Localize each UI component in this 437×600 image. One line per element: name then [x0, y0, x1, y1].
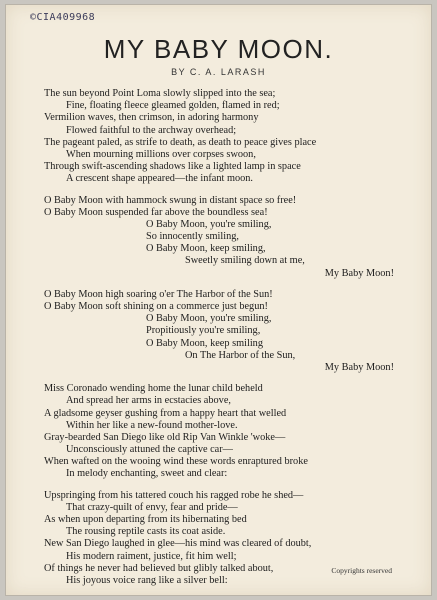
poem-line: As when upon departing from its hibernating bed — [44, 514, 247, 525]
poem-line: Miss Coronado wending home the lunar child beheld — [44, 383, 263, 395]
poem-line: O Baby Moon, you're smiling, — [146, 313, 272, 325]
poem-line: His modern raiment, justice, fit him well; — [66, 550, 237, 562]
poem-line: O Baby Moon high soaring o'er The Harbor of the Sun! — [44, 288, 273, 300]
poem-line: The pageant paled, as strife to death, as death to peace gives place — [44, 136, 317, 148]
poem-line: O Baby Moon, you're smiling, — [146, 218, 272, 230]
poem-line: My Baby Moon! — [324, 267, 394, 279]
poem-line: His joyous voice rang like a silver bell: — [66, 574, 228, 586]
poem-line: A gladsome geyser gushing from a happy heart that welled — [44, 407, 287, 419]
page-title: MY BABY MOON. — [103, 34, 334, 64]
stanza-gap — [44, 280, 394, 289]
poem-line: O Baby Moon soft shining on a commerce just begun! — [44, 301, 268, 312]
copyright-stamp: ©CIA409968 — [30, 12, 96, 23]
stanza — [44, 88, 394, 186]
poem-line: On The Harbor of the Sun, — [185, 349, 296, 361]
poem-line: O Baby Moon with hammock swung in distant space so free! — [44, 194, 297, 206]
copyright-notice: Copyrights reserved — [331, 566, 392, 575]
poem-line: Propitiously you're smiling, — [146, 325, 261, 337]
poem-body — [44, 88, 394, 587]
stanza-gap — [44, 374, 394, 383]
poem-line: New San Diego laughed in glee—his mind was cleared of doubt, — [44, 538, 312, 550]
poem-line: O Baby Moon suspended far above the boundless sea! — [44, 206, 268, 218]
stanza — [44, 195, 394, 280]
poem-line: When mourning millions over corpses swoon, — [66, 148, 256, 160]
poem-line: Flowed faithful to the archway overhead; — [66, 124, 237, 136]
poem-line: O Baby Moon, keep smiling, — [146, 243, 266, 255]
poem-line: Fine, floating fleece gleamed golden, flamed in red; — [66, 100, 280, 112]
poem-line: Upspringing from his tattered couch his ragged robe he shed— — [44, 489, 304, 501]
poem-line: Unconsciously attuned the captive car— — [66, 444, 233, 456]
poem-line: So innocently smiling, — [146, 231, 239, 243]
poem-line: That crazy-quilt of envy, fear and pride— — [66, 501, 238, 513]
stanza — [44, 289, 394, 374]
poem-line: The sun beyond Point Loma slowly slipped into the sea; — [44, 88, 276, 99]
poem-line: In melody enchanting, sweet and clear: — [66, 468, 228, 480]
stanza-gap — [44, 186, 394, 195]
poem-line: A crescent shape appeared—the infant moon. — [66, 173, 253, 185]
stanza-gap — [44, 481, 394, 490]
poem-line: My Baby Moon! — [324, 361, 394, 373]
poem-line: Gray-bearded San Diego like old Rip Van Winkle 'woke— — [44, 431, 286, 443]
poem-line: Sweetly smiling down at me, — [185, 255, 305, 267]
poem-line: Through swift-ascending shadows like a lighted lamp in space — [44, 161, 301, 173]
poem-line: And spread her arms in ecstacies above, — [66, 395, 231, 407]
poem-line: Within her like a new-found mother-love. — [66, 419, 238, 431]
poem-line: O Baby Moon, keep smiling — [146, 337, 263, 349]
poem-line: Vermilion waves, then crimson, in adoring harmony — [44, 112, 259, 124]
author-byline: BY C. A. LARASH — [171, 67, 266, 77]
poem-line: When wafted on the wooing wind these words enraptured broke — [44, 456, 308, 468]
poem-line: The rousing reptile casts its coat aside. — [66, 526, 226, 538]
stanza — [44, 383, 394, 481]
poem-line: Of things he never had believed but glibly talked about, — [44, 562, 274, 574]
